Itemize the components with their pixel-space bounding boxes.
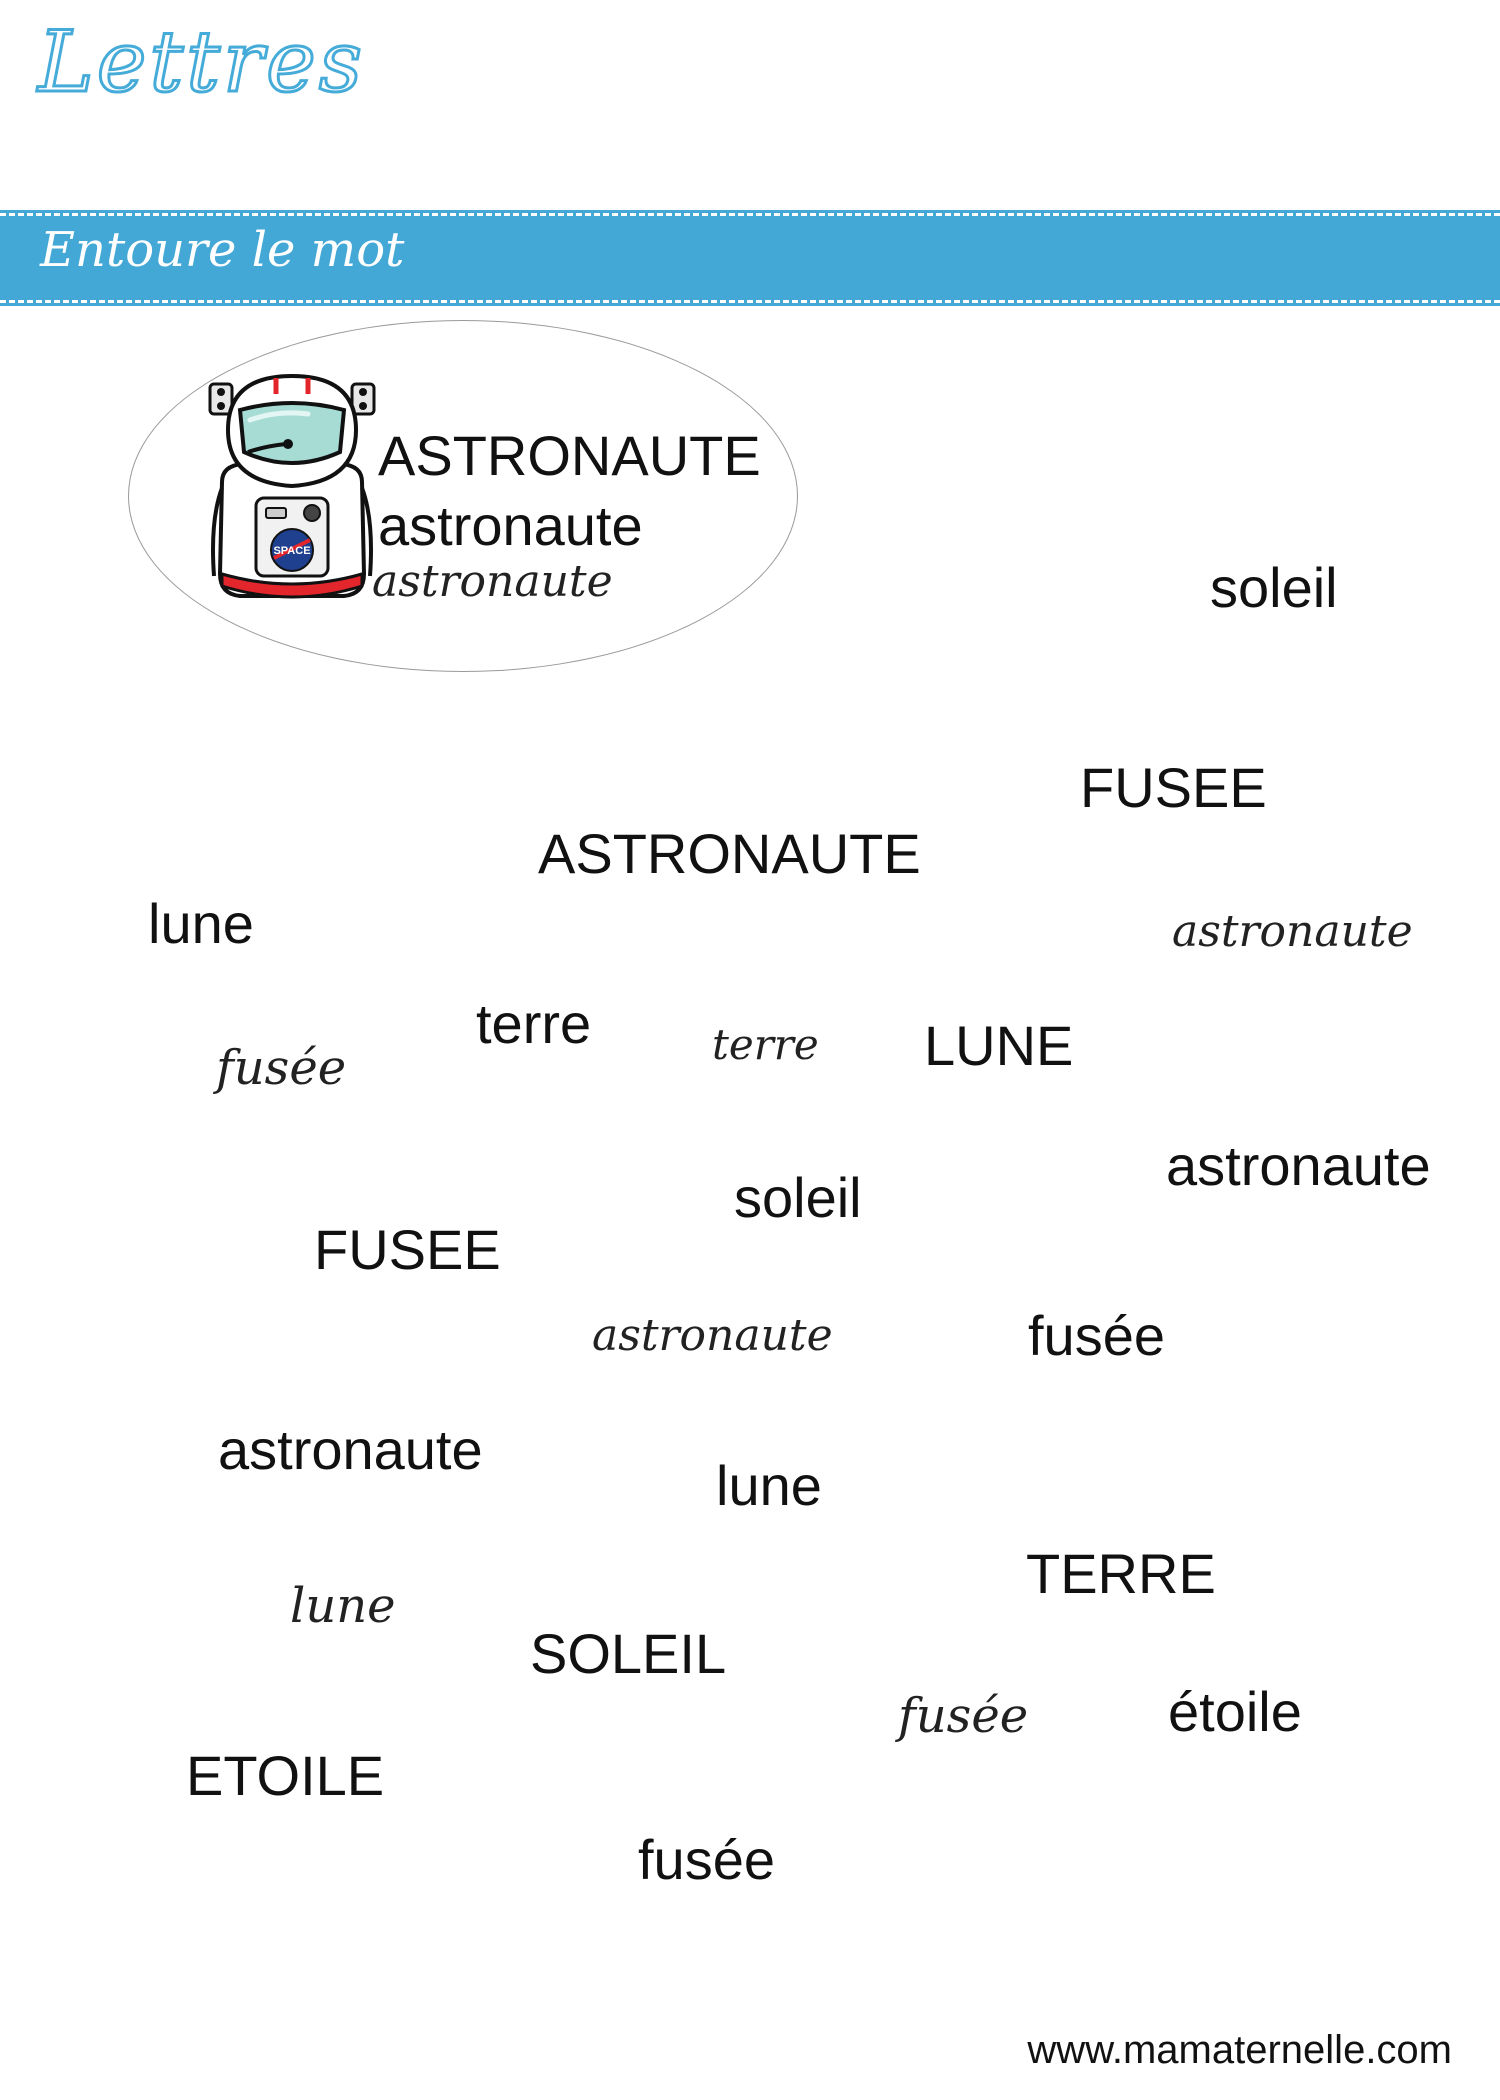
word-item[interactable]: TERRE bbox=[1026, 1542, 1216, 1605]
word-item[interactable]: fusée bbox=[1028, 1304, 1165, 1367]
word-item[interactable]: lune bbox=[716, 1454, 822, 1517]
word-item[interactable]: fusée bbox=[638, 1828, 775, 1891]
word-item[interactable]: fusée bbox=[898, 1688, 1029, 1744]
word-item[interactable]: astronaute bbox=[218, 1418, 483, 1481]
model-word-uppercase: ASTRONAUTE bbox=[378, 424, 761, 487]
word-item[interactable]: astronaute bbox=[1172, 906, 1413, 957]
word-item[interactable]: étoile bbox=[1168, 1680, 1302, 1743]
word-item[interactable]: ETOILE bbox=[186, 1744, 385, 1807]
word-item[interactable]: FUSEE bbox=[1080, 756, 1267, 819]
space-badge-label: SPACE bbox=[273, 545, 311, 557]
word-item[interactable]: FUSEE bbox=[314, 1218, 501, 1281]
word-item[interactable]: soleil bbox=[1210, 556, 1338, 619]
word-item[interactable]: lune bbox=[148, 892, 254, 955]
instruction-banner bbox=[0, 210, 1500, 306]
word-item[interactable]: ASTRONAUTE bbox=[538, 822, 921, 885]
footer-url: www.mamaternelle.com bbox=[1027, 2028, 1452, 2072]
word-item[interactable]: soleil bbox=[734, 1166, 862, 1229]
word-item[interactable]: lune bbox=[290, 1578, 396, 1634]
model-word-cursive: astronaute bbox=[372, 556, 613, 607]
word-item[interactable]: astronaute bbox=[592, 1310, 833, 1361]
astronaut-illustration bbox=[208, 370, 376, 606]
word-item[interactable]: SOLEIL bbox=[530, 1622, 727, 1685]
word-item[interactable]: fusée bbox=[216, 1040, 347, 1096]
word-item[interactable]: terre bbox=[712, 1020, 819, 1069]
model-word-lowercase: astronaute bbox=[378, 494, 643, 557]
word-item[interactable]: astronaute bbox=[1166, 1134, 1431, 1197]
instruction-text: Entoure le mot bbox=[40, 222, 405, 278]
word-item[interactable]: terre bbox=[476, 992, 592, 1055]
page-title: Lettres bbox=[38, 13, 365, 111]
word-item[interactable]: LUNE bbox=[924, 1014, 1074, 1077]
